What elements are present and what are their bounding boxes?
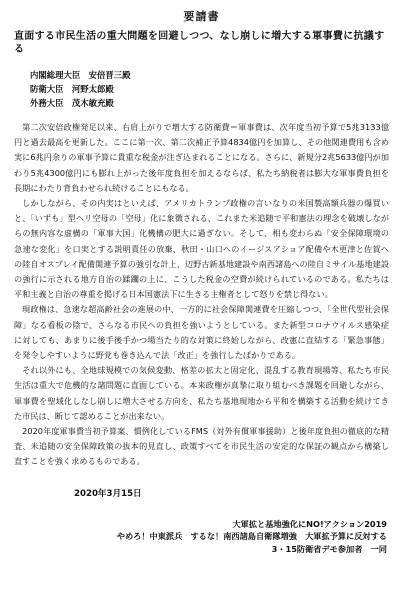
addressee-defense-minister: 防衛大臣 河野太郎殿 bbox=[30, 84, 114, 94]
body-paragraph: それ以外にも、全地球規模での気候変動、格差の拡大と固定化、混乱する教育現場等、私たち市民生活は重大で危機的な諸問題に直面している。本来政権が真摯に取り組むべき課題を回避しながら、軍事費を聖域化しなし崩しに増大させる方向を、私たち基地現地から平和を構築する活動を続けてきた市民は、断じて認めることが出来ない。 bbox=[14, 365, 389, 421]
signatory-organization: 大軍拡と基地強化にNO!アクション2019 bbox=[232, 518, 387, 529]
signatory-participants: 3・15防衛省デモ参加者 一同 bbox=[271, 543, 387, 554]
addressee-foreign-minister: 外務大臣 茂木敏充殿 bbox=[30, 98, 114, 108]
body-paragraph: しかしながら、その内実はといえば、アメリカトランプ政権の言いなりの米国製高額兵器の爆買いと、「いずも」型ヘリ空母の「空母」化に象徴される、これまた米追随で平和憲法の理念を破壊しながらの無内容な虚構の「軍事大国」化機構の肥大に過ぎない。そして、相も変わらぬ「安全保障環境の急速な変化」を口実とする説明責任の放棄、秋田・山口へのイージスアショア配備や木更津と佐賀への陸自オスプレイ配備関連予算の強引な計上、辺野古新基地建設や南西諸島への陸自ミサイル基地建設の強行に示される地方自治の蹂躙の上に、こうした税金の空費が続けられているのである。私たちは平和主義と自治の尊重を掲げる日本国憲法下に生きる主権者として怒りを禁じ得ない。 bbox=[14, 198, 389, 300]
signatory-slogan: やめろ！中東派兵 するな！南西諸島自衛隊増強 大軍拡予算に反対する bbox=[116, 531, 387, 542]
addressee-prime-minister: 内閣総理大臣 安倍晋三殿 bbox=[30, 70, 131, 80]
document-title: 要請書 bbox=[183, 10, 220, 23]
document-subtitle: 直面する市民生活の重大問題を回避しつつ、なし崩しに増大する軍事費に抗議する bbox=[14, 31, 385, 55]
signature-block bbox=[14, 518, 389, 556]
addressee-list bbox=[30, 68, 389, 110]
body-paragraph: 2020年度軍事費当初予算案、慣例化しているFMS（対外有償軍事援助）と後年度負担の徹底的な精査、米追随の安全保障政策の抜本的見直し、政策すべてを市民生活の安定的な保証の観点から構築し直すことを強く求めるものである。 bbox=[14, 426, 389, 467]
body-paragraph: 第二次安倍政権発足以来、右肩上がりで増大する防衛費＝軍事費は、次年度当初予算で5兆3133億円と過去最高を更新した。ここに第一次、第二次補正予算4834億円を加算し、その他関連費用も含め実に6兆円余りの軍事予算に貴重な税金が注ぎ込まれることになる。さらに、新規分2兆5633億円が加わり5兆4300億円にも膨れ上がった後年度負担を加えるならば、私たち納税者は膨大な軍事費負担を長期にわたり背負わせられ続けることにもなる。 bbox=[14, 122, 389, 193]
body-paragraph: 現政権は、急速な超高齢社会の進展の中、一方的に社会保障関連費を圧縮しつつ、「全世代型社会保障」なる看板の陰で、さらなる市民への負担を強いようとしている。また新型コロナウイルス感染症に対しても、あまりに後手後手かつ場当たり的な対策に終始しながら、改憲に直結する「緊急事態」を発令しやすいように野党も巻き込んで法「改正」を強行したばかりである。 bbox=[14, 304, 389, 361]
document-body bbox=[14, 120, 389, 470]
document-date: 2020年3月15日 bbox=[74, 488, 142, 499]
